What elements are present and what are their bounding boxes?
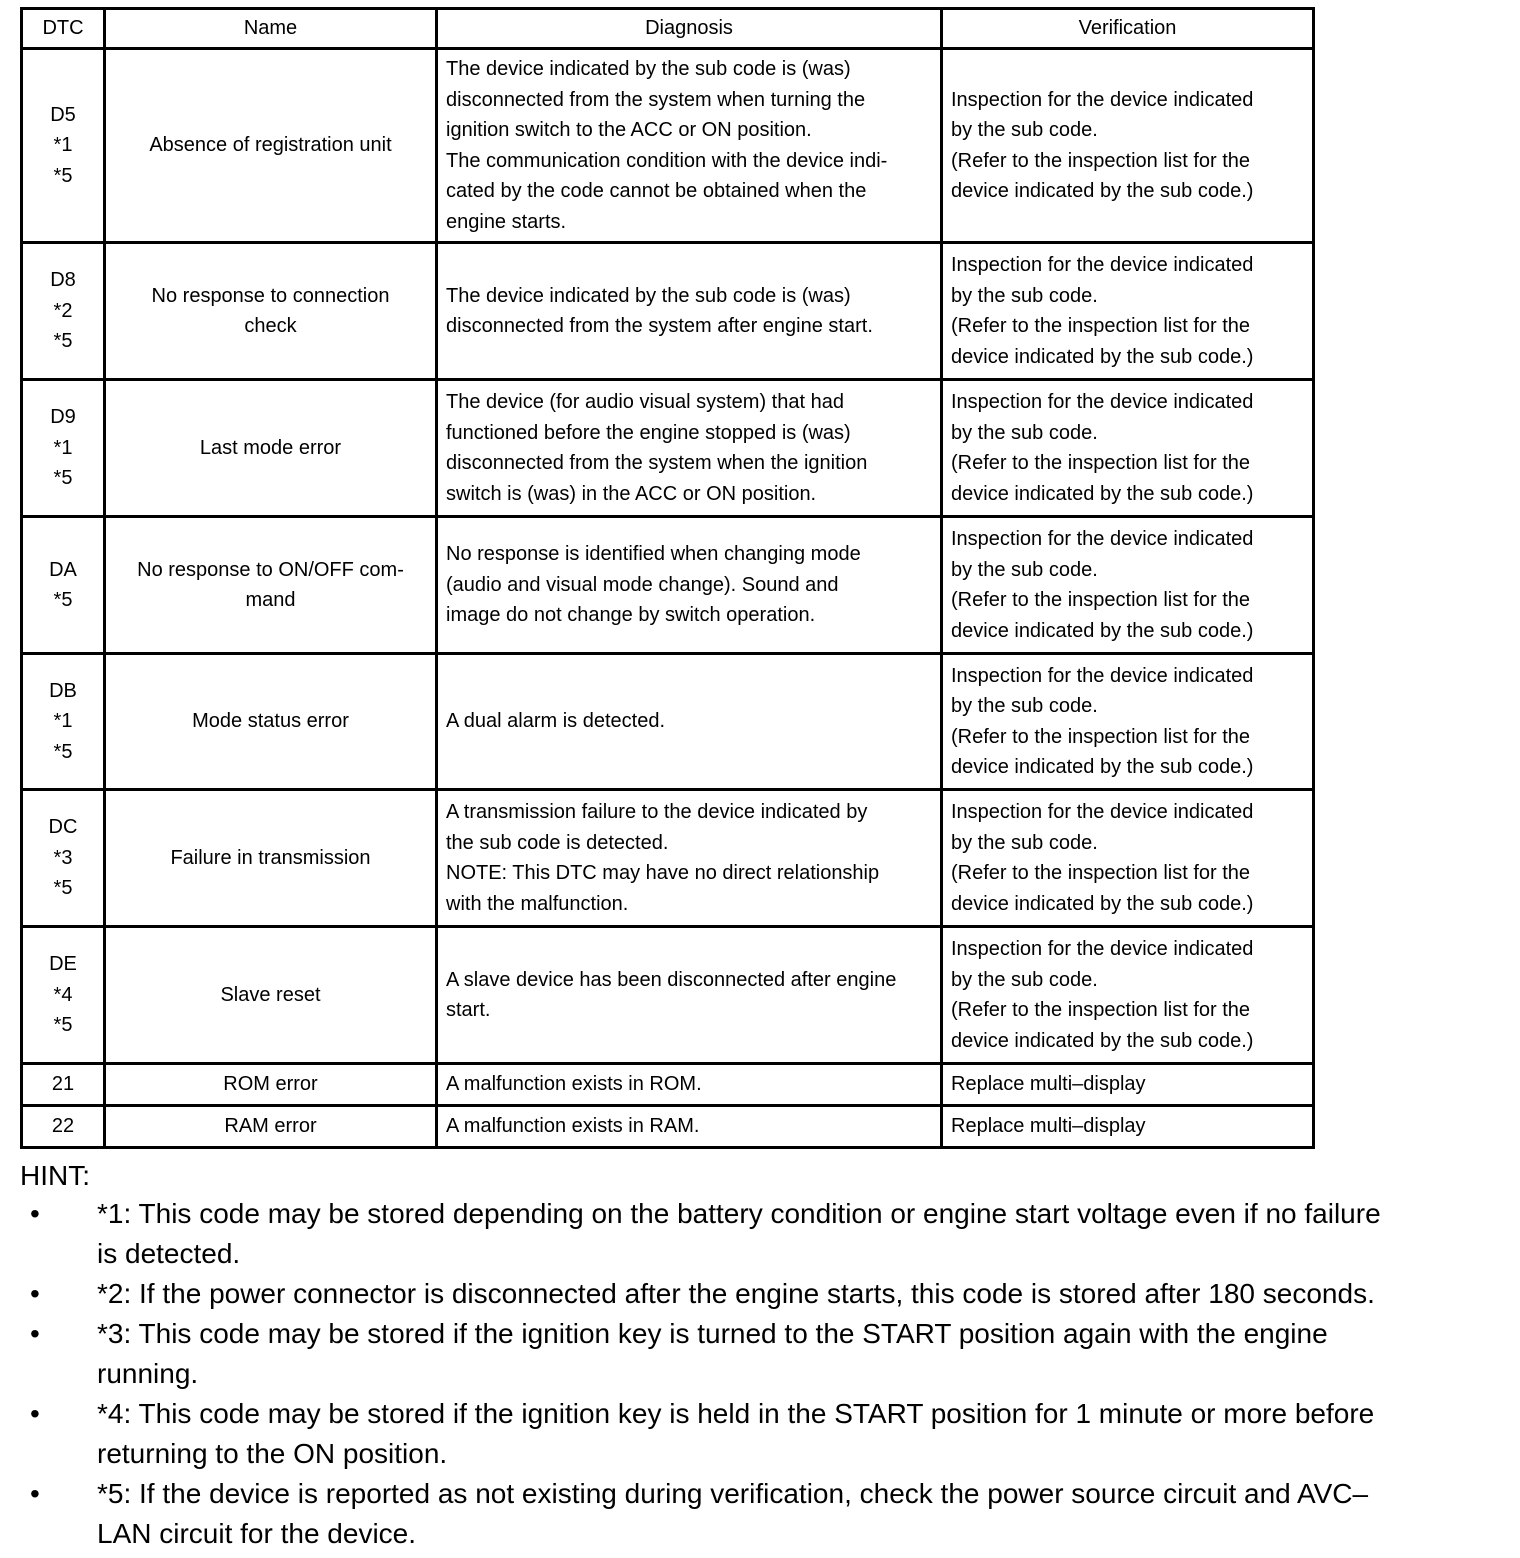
bullet-icon: •	[30, 1478, 40, 1509]
table-row	[22, 517, 1314, 654]
cell-dtc: D9 *1 *5	[22, 380, 105, 517]
hint-item	[20, 1394, 1460, 1474]
cell-diagnosis: A slave device has been disconnected after engine start.	[437, 927, 942, 1064]
cell-dtc: DE *4 *5	[22, 927, 105, 1064]
cell-diagnosis: A malfunction exists in RAM.	[437, 1106, 942, 1148]
cell-diagnosis: The device (for audio visual system) that had functioned before the engine stopped is (was) disconnected from the system when the ignition switch is (was) in the ACC or ON position.	[437, 380, 942, 517]
dtc-table	[20, 7, 1315, 1149]
cell-diagnosis: A malfunction exists in ROM.	[437, 1064, 942, 1106]
table-row	[22, 243, 1314, 380]
cell-dtc: D8 *2 *5	[22, 243, 105, 380]
table-row	[22, 654, 1314, 790]
table-header-row	[22, 9, 1314, 49]
cell-name: Failure in transmission	[105, 790, 437, 927]
cell-name: Mode status error	[105, 654, 437, 790]
cell-verification: Replace multi–display	[942, 1106, 1314, 1148]
cell-diagnosis: The device indicated by the sub code is (was) disconnected from the system when turning the ignition switch to the ACC or ON position. The communication condition with the device indi- cated by the code cannot be obtained when the engine starts.	[437, 49, 942, 243]
cell-diagnosis: No response is identified when changing mode (audio and visual mode change). Sound and image do not change by switch operation.	[437, 517, 942, 654]
hint-item	[20, 1194, 1460, 1274]
bullet-icon: •	[30, 1278, 40, 1309]
hint-item	[20, 1274, 1460, 1314]
cell-verification: Inspection for the device indicated by the sub code. (Refer to the inspection list for the device indicated by the sub code.)	[942, 243, 1314, 380]
hint-list	[20, 1194, 1460, 1554]
cell-verification: Inspection for the device indicated by the sub code. (Refer to the inspection list for the device indicated by the sub code.)	[942, 654, 1314, 790]
cell-name: Absence of registration unit	[105, 49, 437, 243]
bullet-icon: •	[30, 1318, 40, 1349]
hint-item	[20, 1314, 1460, 1394]
hint-text: *3: This code may be stored if the ignition key is turned to the START position again with the engine running.	[97, 1318, 1328, 1389]
cell-verification: Inspection for the device indicated by the sub code. (Refer to the inspection list for the device indicated by the sub code.)	[942, 49, 1314, 243]
cell-diagnosis: A transmission failure to the device indicated by the sub code is detected. NOTE: This DTC may have no direct relationship with the malfunction.	[437, 790, 942, 927]
cell-name: No response to connection check	[105, 243, 437, 380]
cell-verification: Inspection for the device indicated by the sub code. (Refer to the inspection list for the device indicated by the sub code.)	[942, 927, 1314, 1064]
cell-verification: Inspection for the device indicated by the sub code. (Refer to the inspection list for the device indicated by the sub code.)	[942, 380, 1314, 517]
hint-item	[20, 1474, 1460, 1554]
cell-name: Slave reset	[105, 927, 437, 1064]
hint-text: *5: If the device is reported as not existing during verification, check the power source circuit and AVC– LAN circuit for the device.	[97, 1478, 1369, 1549]
cell-dtc: D5 *1 *5	[22, 49, 105, 243]
hint-text: *2: If the power connector is disconnected after the engine starts, this code is stored after 180 seconds.	[97, 1278, 1375, 1309]
bullet-icon: •	[30, 1198, 40, 1229]
header-diagnosis: Diagnosis	[437, 9, 942, 49]
cell-dtc: 21	[22, 1064, 105, 1106]
cell-verification: Inspection for the device indicated by the sub code. (Refer to the inspection list for the device indicated by the sub code.)	[942, 517, 1314, 654]
cell-name: RAM error	[105, 1106, 437, 1148]
header-verification: Verification	[942, 9, 1314, 49]
cell-verification: Replace multi–display	[942, 1064, 1314, 1106]
table-row	[22, 49, 1314, 243]
cell-diagnosis: A dual alarm is detected.	[437, 654, 942, 790]
table-row	[22, 790, 1314, 927]
cell-verification: Inspection for the device indicated by the sub code. (Refer to the inspection list for the device indicated by the sub code.)	[942, 790, 1314, 927]
cell-name: Last mode error	[105, 380, 437, 517]
cell-dtc: 22	[22, 1106, 105, 1148]
bullet-icon: •	[30, 1398, 40, 1429]
table-row	[22, 380, 1314, 517]
cell-name: No response to ON/OFF com- mand	[105, 517, 437, 654]
table-row	[22, 927, 1314, 1064]
cell-dtc: DB *1 *5	[22, 654, 105, 790]
cell-diagnosis: The device indicated by the sub code is (was) disconnected from the system after engine start.	[437, 243, 942, 380]
table-row	[22, 1106, 1314, 1148]
cell-dtc: DA *5	[22, 517, 105, 654]
cell-name: ROM error	[105, 1064, 437, 1106]
hint-label: HINT:	[20, 1160, 90, 1191]
table-row	[22, 1064, 1314, 1106]
header-name: Name	[105, 9, 437, 49]
header-dtc: DTC	[22, 9, 105, 49]
hint-text: *4: This code may be stored if the ignition key is held in the START position for 1 minute or more before returning to the ON position.	[97, 1398, 1375, 1469]
hint-text: *1: This code may be stored depending on the battery condition or engine start voltage even if no failure is detected.	[97, 1198, 1381, 1269]
cell-dtc: DC *3 *5	[22, 790, 105, 927]
